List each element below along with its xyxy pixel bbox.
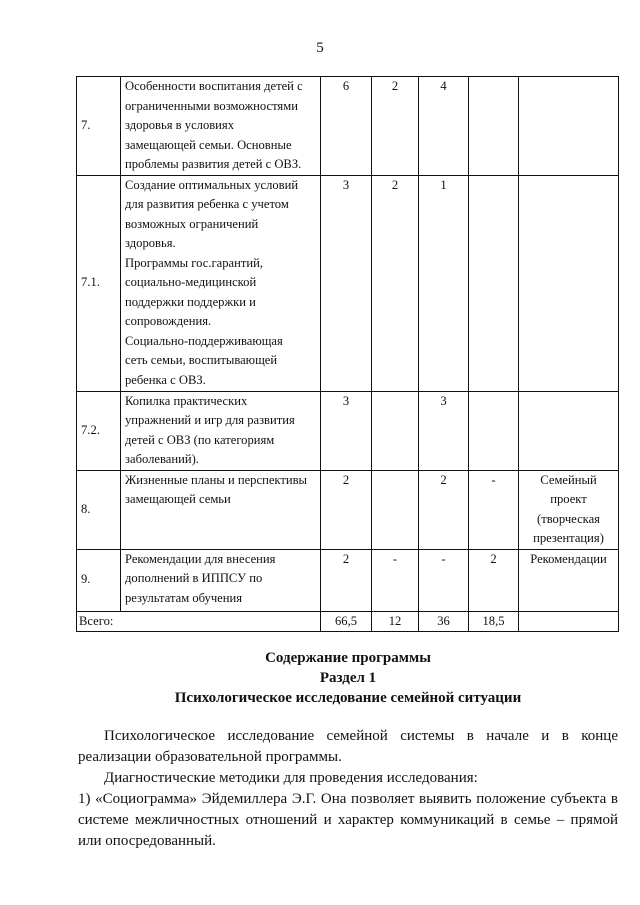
row-form (519, 470, 619, 549)
hours-c2 (372, 391, 419, 470)
table-row (77, 175, 619, 391)
topic-line: Особенности воспитания детей с (125, 79, 303, 93)
section-heading: Психологическое исследование семейной ситуации (174, 690, 522, 706)
hours-c2: 2 (372, 175, 419, 391)
form-line: (творческая (537, 511, 600, 526)
row-number: 8. (77, 470, 121, 549)
topic-line: возможных ограничений (125, 216, 259, 231)
hours-c1: 3 (321, 391, 372, 470)
hours-c2: 2 (372, 77, 419, 176)
topic-line: здоровья. (125, 236, 176, 250)
hours-c3: 1 (419, 175, 469, 391)
topic-line: упражнений и игр для развития (125, 413, 295, 427)
topic-line: ребенка с ОВЗ. (125, 372, 206, 387)
table-row (77, 549, 619, 611)
row-number: 9. (77, 549, 121, 611)
table-row (77, 77, 619, 176)
topic-line: Социально-поддерживающая (125, 333, 283, 348)
hours-c4 (469, 175, 519, 391)
topic-line: результатам обучения (125, 590, 243, 605)
total-row (77, 611, 619, 632)
hours-c4 (469, 77, 519, 176)
row-form (519, 391, 619, 470)
paragraph-methods: Диагностические методики для проведения исследования: (104, 770, 478, 786)
total-form (519, 611, 619, 632)
paragraph-intro: Психологическое исследование семейной системы в начале и в конце реализации образовательной программы. (78, 728, 618, 765)
topic-line: поддержки поддержки и (125, 294, 256, 309)
topic-line: социально-медицинской (125, 275, 257, 289)
paragraph-sociogram: 1) «Социограмма» Эйдемиллера Э.Г. Она позволяет выявить положение субъекта в системе межличностных отношений и характер коммуникаций в семье – прямой или опосредованный. (78, 791, 618, 849)
hours-c3: 2 (419, 470, 469, 549)
total-c1: 66,5 (321, 611, 372, 632)
table-row (77, 391, 619, 470)
topic-line: для развития ребенка с учетом (125, 197, 289, 211)
total-label: Всего: (77, 611, 321, 632)
topic-line: Программы гос.гарантий, (125, 255, 264, 270)
total-c2: 12 (372, 611, 419, 632)
program-content (78, 648, 618, 852)
hours-c4: - (469, 470, 519, 549)
topic-line: сопровождения. (125, 314, 212, 328)
topic-line: Рекомендации для внесения (125, 551, 276, 566)
topic-line: заболеваний). (125, 452, 199, 466)
form-line: презентация) (533, 531, 604, 545)
topic-line: проблемы развития детей с ОВЗ. (125, 157, 302, 171)
total-c3: 36 (419, 611, 469, 632)
hours-c1: 2 (321, 549, 372, 611)
hours-c2 (372, 470, 419, 549)
table-row (77, 470, 619, 549)
topic-line: замещающей семьи (125, 492, 231, 506)
row-form (519, 77, 619, 176)
hours-c2: - (372, 549, 419, 611)
section-subtitle: Раздел 1 (319, 670, 377, 686)
row-topic (121, 175, 321, 391)
topic-line: сеть семьи, воспитывающей (125, 353, 278, 367)
row-number: 7.1. (77, 175, 121, 391)
hours-c1: 2 (321, 470, 372, 549)
row-form (519, 175, 619, 391)
topic-line: здоровья в условиях (125, 118, 235, 132)
row-number: 7.2. (77, 391, 121, 470)
hours-c3: - (419, 549, 469, 611)
topic-line: дополнений в ИППСУ по (125, 571, 263, 585)
row-topic (121, 77, 321, 176)
row-number: 7. (77, 77, 121, 176)
hours-c4 (469, 391, 519, 470)
topic-line: Жизненные планы и перспективы (125, 472, 308, 487)
row-form (519, 549, 619, 611)
topic-line: ограниченными возможностями (125, 98, 298, 113)
hours-c3: 3 (419, 391, 469, 470)
row-topic (121, 470, 321, 549)
hours-c1: 3 (321, 175, 372, 391)
topic-line: Создание оптимальных условий (125, 177, 299, 192)
hours-c4: 2 (469, 549, 519, 611)
total-c4: 18,5 (469, 611, 519, 632)
curriculum-table (76, 76, 619, 632)
topic-line: Копилка практических (125, 393, 248, 408)
form-line: Семейный (540, 472, 597, 487)
hours-c3: 4 (419, 77, 469, 176)
form-line: проект (550, 492, 587, 506)
row-topic (121, 391, 321, 470)
page-number: 5 (316, 40, 324, 56)
section-title: Содержание программы (265, 650, 431, 666)
topic-line: детей с ОВЗ (по категориям (125, 432, 275, 447)
hours-c1: 6 (321, 77, 372, 176)
topic-line: замещающей семьи. Основные (125, 137, 292, 152)
form-line: Рекомендации (530, 551, 607, 566)
row-topic (121, 549, 321, 611)
